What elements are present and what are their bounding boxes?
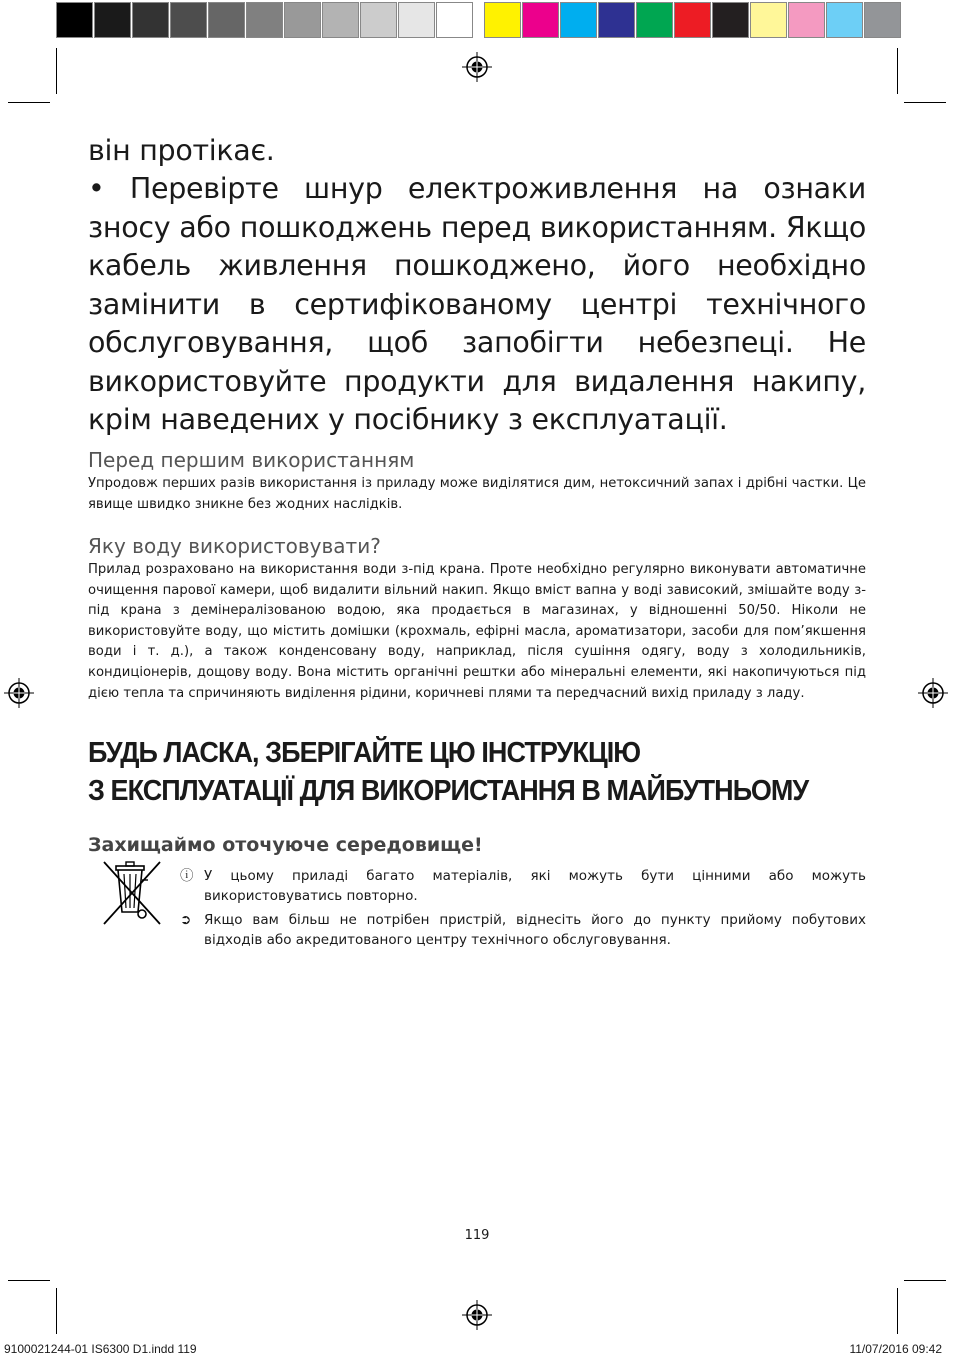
- gray-swatch: [208, 2, 245, 38]
- process-color-swatch: [522, 2, 559, 38]
- crop-mark-bottom-left-h: [8, 1280, 50, 1281]
- process-color-swatch: [560, 2, 597, 38]
- process-color-swatch: [598, 2, 635, 38]
- process-color-swatch: [826, 2, 863, 38]
- crop-mark-bottom-right-v: [897, 1288, 898, 1334]
- gray-swatch: [170, 2, 207, 38]
- crop-mark-top-left-v: [56, 48, 57, 94]
- water-text: Прилад розраховано на використання води з-під крана. Проте необхідно регулярно виконувати автоматичне очищення парової камери, щоб видалити вільний накип. Якщо вміст вапна у воді зависокий, змішайте воду з-під крана з демінералізованою водою, яка продається в магазинах, у відношенні 50/50. Ніколи не використовуйте воду, що містить домішки (крохмаль, ефірні масла, ароматизатори, засоби для пом’якшення води і т. д.), а також конденсовану воду, наприклад, після сушіння одягу, воду з холодильників, кондиціонерів, дощову воду. Вона містить органічні рештки або мінеральні елементи, які накопичуються під дією тепла та спричиняють виділення рідини, коричневі плями та передчасний вихід приладу з ладу.: [88, 562, 866, 701]
- crop-mark-top-right-h: [904, 102, 946, 103]
- gray-swatch: [94, 2, 131, 38]
- process-color-swatch: [712, 2, 749, 38]
- water-heading: Яку воду використовувати?: [88, 534, 381, 558]
- gray-swatch: [360, 2, 397, 38]
- continuation-text: він протікає.: [88, 134, 275, 167]
- footer-datetime: 11/07/2016 09:42: [849, 1342, 942, 1356]
- gray-swatch: [436, 2, 473, 38]
- gray-swatch: [398, 2, 435, 38]
- grayscale-color-bar: [56, 2, 474, 38]
- keep-instructions-heading-line1: БУДЬ ЛАСКА, ЗБЕРІГАЙТЕ ЦЮ ІНСТРУКЦІЮ: [88, 737, 641, 769]
- gray-swatch: [132, 2, 169, 38]
- gray-swatch: [322, 2, 359, 38]
- process-color-swatch: [484, 2, 521, 38]
- crop-mark-top-right-v: [897, 48, 898, 94]
- process-color-swatch: [750, 2, 787, 38]
- page-number: 119: [464, 1228, 490, 1243]
- process-color-swatch: [674, 2, 711, 38]
- registration-mark-left-icon: [4, 678, 34, 708]
- keep-instructions-heading-line2: З ЕКСПЛУАТАЦІЇ ДЛЯ ВИКОРИСТАННЯ В МАЙБУТНЬОМУ: [88, 775, 809, 807]
- environment-item-text: Якщо вам більш не потрібен пристрій, віднесіть його до пункту прийому побутових відходів або акредитованого центру технічного обслуговування.: [204, 912, 866, 948]
- crop-mark-top-left-h: [8, 102, 50, 103]
- first-use-text: Упродовж перших разів використання із приладу може виділятися дим, нетоксичний запах і дрібні частки. Це явище швидко зникне без жодних наслідків.: [88, 476, 866, 512]
- crop-mark-bottom-left-v: [56, 1288, 57, 1334]
- registration-mark-bottom-icon: [462, 1300, 492, 1330]
- process-color-swatch: [864, 2, 901, 38]
- process-color-bar: [484, 2, 902, 38]
- arrow-right-icon: ➲: [180, 912, 192, 928]
- process-color-swatch: [788, 2, 825, 38]
- registration-mark-right-icon: [918, 678, 948, 708]
- environment-item-recycle: [180, 866, 866, 906]
- gray-swatch: [246, 2, 283, 38]
- process-color-swatch: [636, 2, 673, 38]
- crop-mark-bottom-right-h: [904, 1280, 946, 1281]
- environment-item-disposal: [180, 910, 866, 950]
- gray-swatch: [56, 2, 93, 38]
- gray-swatch: [284, 2, 321, 38]
- footer-file-name: 9100021244-01 IS6300 D1.indd 119: [4, 1342, 197, 1356]
- info-icon: ⓘ: [180, 868, 194, 884]
- first-use-heading: Перед першим використанням: [88, 448, 415, 472]
- registration-mark-top-icon: [462, 52, 492, 82]
- crossed-out-bin-icon: [102, 858, 164, 926]
- cord-warning-text: • Перевірте шнур електроживлення на ознаки зносу або пошкоджень перед використанням. Якщо кабель живлення пошкоджено, його необхідно замінити в сертифікованому центрі технічного обслуговування, щоб запобігти небезпеці. Не використовуйте продукти для видалення накипу, крім наведених у посібнику з експлуатації.: [88, 172, 866, 436]
- environment-heading: Захищаймо оточуюче середовище!: [88, 834, 483, 856]
- environment-item-text: У цьому приладі багато матеріалів, які можуть бути цінними або можуть використовуватись повторно.: [204, 868, 866, 904]
